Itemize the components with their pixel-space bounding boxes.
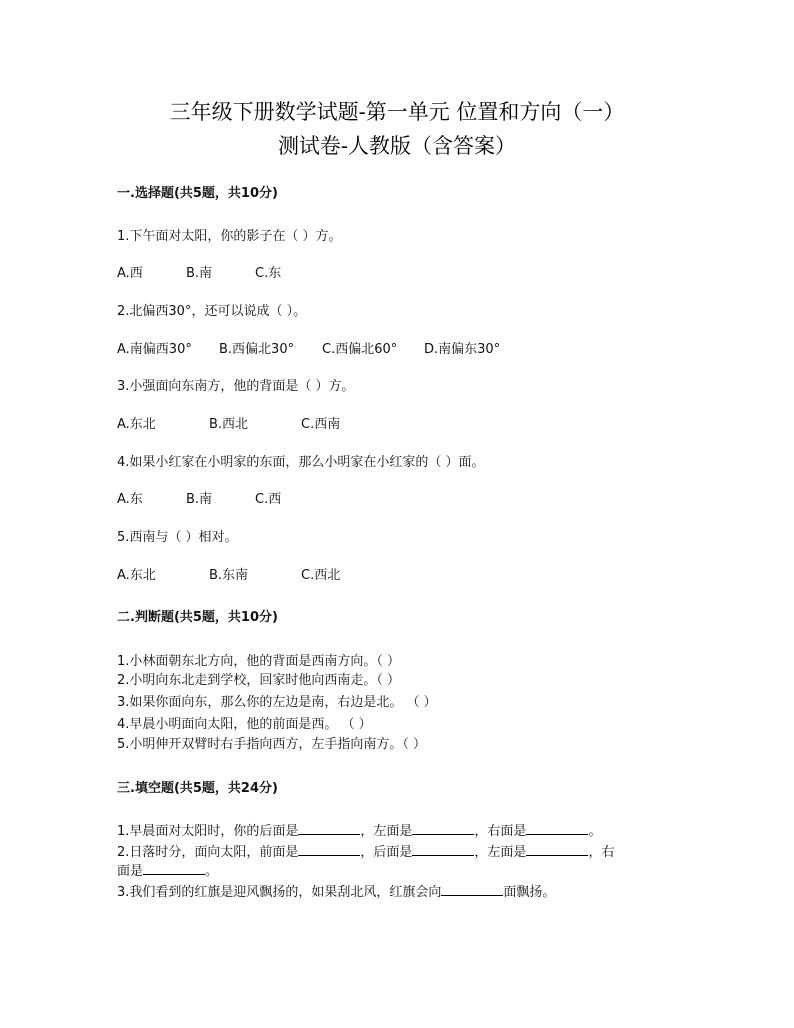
fill-q2-text-f: 。 <box>205 864 219 879</box>
question-1-stem: 1.下午面对太阳，你的影子在（ ）方。 <box>117 229 342 244</box>
fill-q1-text-c: ，右面是 <box>474 824 527 839</box>
answer-blank[interactable] <box>298 822 360 835</box>
q2-option-b: B.西偏北30° <box>219 342 295 357</box>
q4-option-c: C.西 <box>255 492 282 507</box>
q2-option-a: A.南偏西30° <box>117 342 192 357</box>
judge-item-1: 1.小林面朝东北方向，他的背面是西南方向。（ ） <box>117 654 401 669</box>
title-line-2: 测试卷-人教版（含答案） <box>277 134 517 158</box>
question-2-stem: 2.北偏西30°，还可以说成（ ）。 <box>117 304 307 319</box>
q1-option-c: C.东 <box>255 266 282 281</box>
section-2-heading: 二.判断题(共5题，共10分) <box>117 610 278 625</box>
question-3-stem: 3.小强面向东南方，他的背面是（ ）方。 <box>117 379 355 394</box>
q3-option-a: A.东北 <box>117 417 156 432</box>
q5-option-c: C.西北 <box>301 568 341 583</box>
question-5-stem: 5.西南与（ ）相对。 <box>117 530 238 545</box>
q5-option-a: A.东北 <box>117 568 156 583</box>
fill-question-3 <box>117 881 555 900</box>
q4-option-a: A.东 <box>117 492 143 507</box>
fill-q3-text-a: 3.我们看到的红旗是迎风飘扬的，如果刮北风，红旗会向 <box>117 885 442 900</box>
question-4-stem: 4.如果小红家在小明家的东面，那么小明家在小红家的（ ）面。 <box>117 455 485 470</box>
fill-q1-text-d: 。 <box>588 824 602 839</box>
section-3-heading: 三.填空题(共5题，共24分) <box>117 781 278 796</box>
fill-q1-text-b: ，左面是 <box>360 824 413 839</box>
q1-option-b: B.南 <box>186 266 213 281</box>
title-line-1: 三年级下册数学试题-第一单元 位置和方向（一） <box>169 100 625 124</box>
judge-item-4: 4.早晨小明面向太阳，他的前面是西。 （ ） <box>117 717 372 732</box>
q3-option-c: C.西南 <box>301 417 341 432</box>
q2-option-c: C.西偏北60° <box>322 342 398 357</box>
fill-q1-text-a: 1.早晨面对太阳时，你的后面是 <box>117 824 299 839</box>
judge-item-5: 5.小明伸开双臂时右手指向西方，左手指向南方。（ ） <box>117 737 427 752</box>
fill-q2-text-d: ，右 <box>588 845 615 860</box>
answer-blank[interactable] <box>143 862 205 875</box>
fill-q2-text-a: 2.日落时分，面向太阳，前面是 <box>117 845 299 860</box>
answer-blank[interactable] <box>526 822 588 835</box>
fill-question-2-continued <box>117 860 218 879</box>
fill-q3-text-b: 面飘扬。 <box>503 885 556 900</box>
judge-item-2: 2.小明向东北走到学校，回家时他向西南走。（ ） <box>117 673 401 688</box>
q3-option-b: B.西北 <box>209 417 249 432</box>
fill-q2-text-e: 面是 <box>117 864 144 879</box>
answer-blank[interactable] <box>526 843 588 856</box>
section-1-heading: 一.选择题(共5题，共10分) <box>117 186 278 201</box>
q1-option-a: A.西 <box>117 266 143 281</box>
answer-blank[interactable] <box>412 843 474 856</box>
fill-question-2 <box>117 841 614 860</box>
fill-q2-text-b: ，后面是 <box>360 845 413 860</box>
judge-item-3: 3.如果你面向东，那么你的左边是南，右边是北。 （ ） <box>117 695 437 710</box>
answer-blank[interactable] <box>298 843 360 856</box>
q5-option-b: B.东南 <box>209 568 249 583</box>
q2-option-d: D.南偏东30° <box>424 342 501 357</box>
answer-blank[interactable] <box>441 883 503 896</box>
q4-option-b: B.南 <box>186 492 213 507</box>
fill-q2-text-c: ，左面是 <box>474 845 527 860</box>
fill-question-1 <box>117 820 601 839</box>
answer-blank[interactable] <box>412 822 474 835</box>
